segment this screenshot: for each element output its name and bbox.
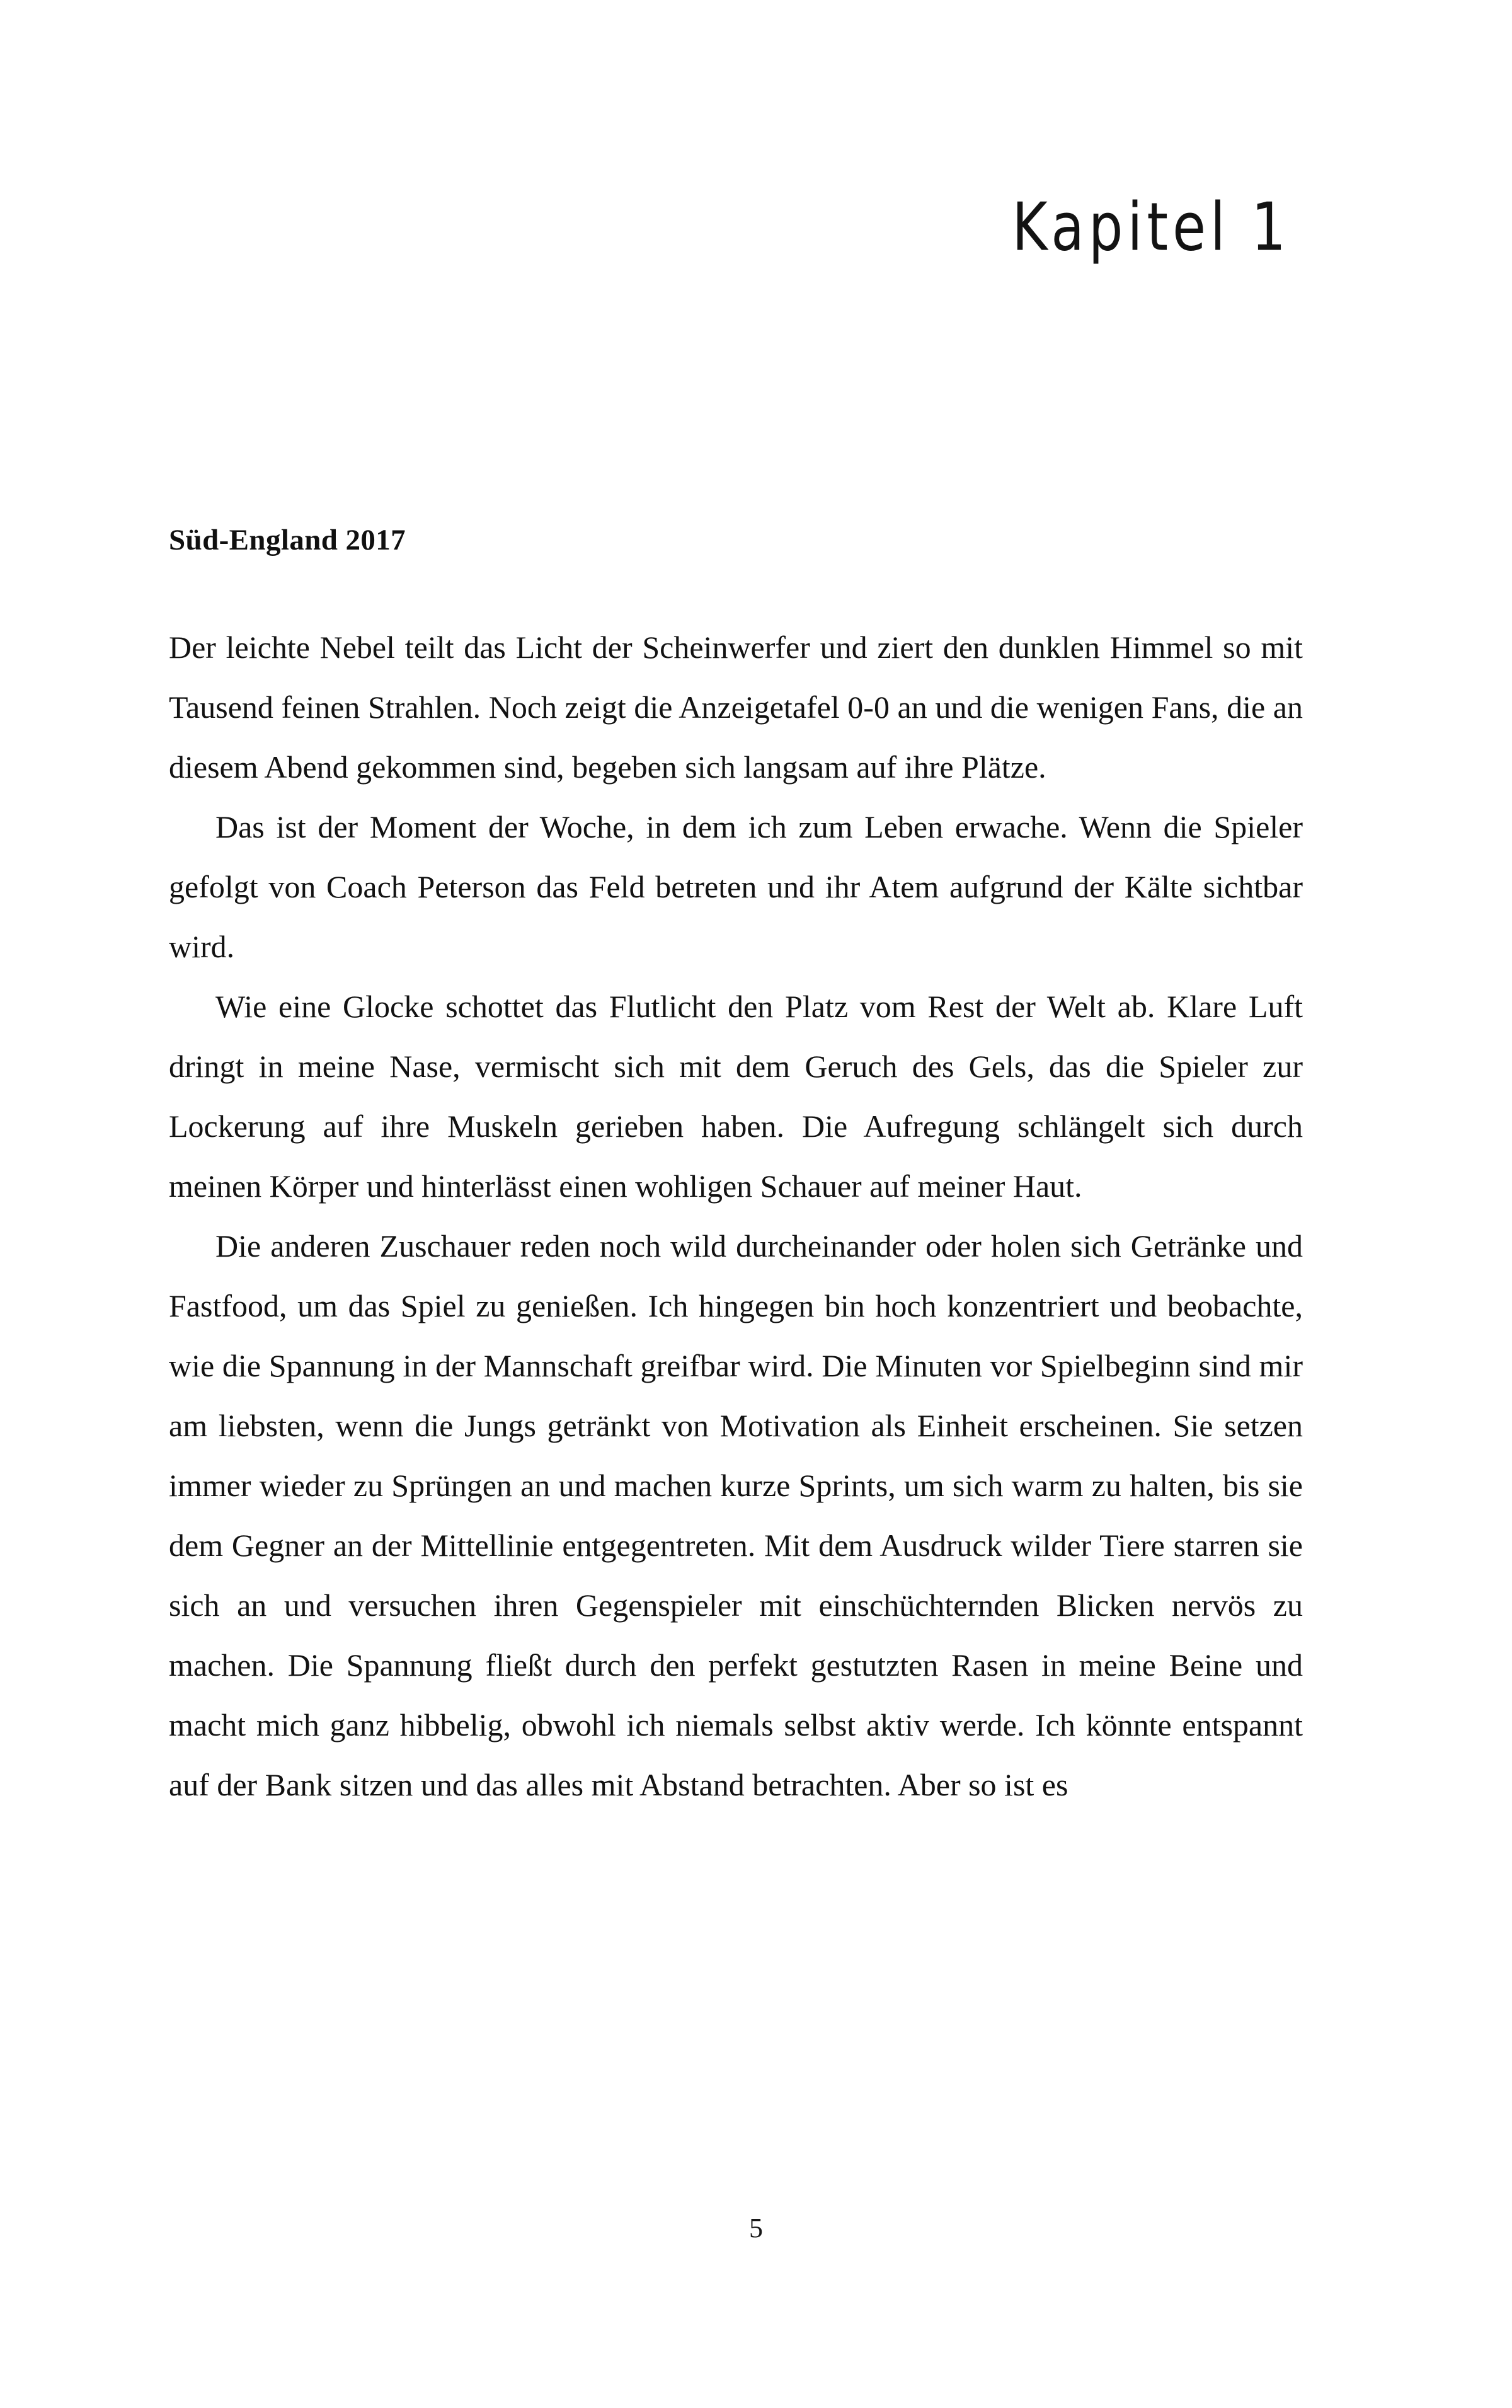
paragraph: Der leichte Nebel teilt das Licht der Scheinwerfer und ziert den dunklen Himmel so mit Tausend feinen Strahlen. Noch zeigt die Anzeigetafel 0-0 an und die wenigen Fans, die an diesem Abend gekommen sind, begeben sich langsam auf ihre Plätze. <box>169 630 1303 785</box>
paragraph: Wie eine Glocke schottet das Flutlicht den Platz vom Rest der Welt ab. Klare Luft dringt in meine Nase, vermischt sich mit dem Geruch des Gels, das die Spieler zur Lockerung auf ihre Muskeln gerieben haben. Die Aufregung schlängelt sich durch meinen Körper und hinterlässt einen wohligen Schauer auf meiner Haut. <box>169 989 1303 1204</box>
section-label: Süd-England 2017 <box>169 524 406 556</box>
paragraph: Das ist der Moment der Woche, in dem ich zum Leben erwache. Wenn die Spieler gefolgt von Coach Peterson das Feld betreten und ihr Atem aufgrund der Kälte sichtbar wird. <box>169 809 1303 964</box>
page-number: 5 <box>749 2213 763 2244</box>
chapter-heading: Kapitel 1 <box>1012 189 1290 266</box>
paragraph: Die anderen Zuschauer reden noch wild durcheinander oder holen sich Getränke und Fastfood, um das Spiel zu genießen. Ich hingegen bin hoch konzentriert und beobachte, wie die Spannung in der Mannschaft greifbar wird. Die Minuten vor Spielbeginn sind mir am liebsten, wenn die Jungs getränkt von Motivation als Einheit erscheinen. Sie setzen immer wieder zu Sprüngen an und machen kurze Sprints, um sich warm zu halten, bis sie dem Gegner an der Mittellinie entgegentreten. Mit dem Ausdruck wilder Tiere starren sie sich an und versuchen ihren Gegenspieler mit einschüchternden Blicken nervös zu machen. Die Spannung fließt durch den perfekt gestutzten Rasen in meine Beine und macht mich ganz hibbelig, obwohl ich niemals selbst aktiv werde. Ich könnte entspannt auf der Bank sitzen und das alles mit Abstand betrachten. Aber so ist es <box>169 1228 1303 1802</box>
text-column <box>169 523 1303 1815</box>
